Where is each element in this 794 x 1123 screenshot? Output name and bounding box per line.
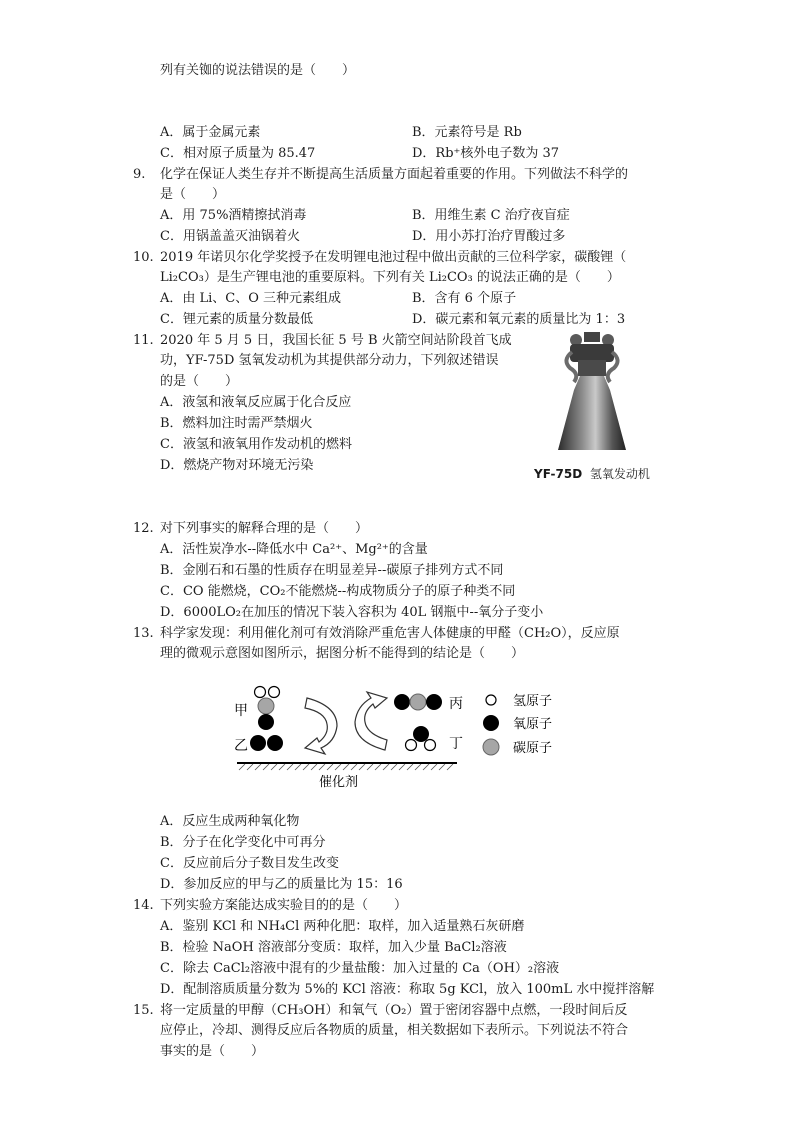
yi-o-atom xyxy=(267,735,283,751)
q10-stem-line1: 2019 年诺贝尔化学奖授予在发明锂电池过程中做出贡献的三位科学家，碳酸锂（ xyxy=(160,250,627,265)
q11-number: 11. xyxy=(133,333,154,348)
q11-stem-line3: 的是（ ） xyxy=(160,374,239,389)
bing-o-atom xyxy=(394,694,410,710)
q9-option-c: C．用锅盖盖灭油锅着火 xyxy=(160,229,300,244)
q15-stem-line1: 将一定质量的甲醇（CH₃OH）和氧气（O₂）置于密闭容器中点燃，一段时间后反 xyxy=(160,1003,628,1018)
q12-number: 12. xyxy=(133,521,154,536)
q11-stem-line1: 2020 年 5 月 5 日，我国长征 5 号 B 火箭空间站阶段首飞成 xyxy=(160,333,512,348)
q9-number: 9. xyxy=(133,167,146,182)
q11-option-c: C．液氢和液氧用作发动机的燃料 xyxy=(160,437,352,452)
jia-h-atom xyxy=(255,687,266,698)
ding-o-atom xyxy=(413,726,429,742)
label-yi: 乙 xyxy=(234,738,248,754)
q10-number: 10. xyxy=(133,250,154,265)
q8-option-c: C．相对原子质量为 85.47 xyxy=(160,146,316,161)
rocket-caption-model: YF-75D xyxy=(534,467,583,481)
q8-stem: 列有关铷的说法错误的是（ ） xyxy=(160,63,356,78)
q14-option-a: A．鉴别 KCl 和 NH₄Cl 两种化肥：取样，加入适量熟石灰研磨 xyxy=(160,919,525,934)
yi-o-atom xyxy=(250,735,266,751)
q12-option-a: A．活性炭净水--降低水中 Ca²⁺、Mg²⁺的含量 xyxy=(160,542,428,557)
q11-option-d: D．燃烧产物对环境无污染 xyxy=(160,458,314,473)
q10-option-c: C．锂元素的质量分数最低 xyxy=(160,312,313,327)
q8-option-d: D．Rb⁺核外电子数为 37 xyxy=(412,146,560,161)
catalyst-hatching xyxy=(239,764,453,770)
q15-stem-line2: 应停止，冷却、测得反应后各物质的质量，相关数据如下表所示。下列说法不符合 xyxy=(160,1023,629,1038)
rocket-engine-image xyxy=(552,330,632,454)
ding-h-atom xyxy=(406,740,417,751)
q12-option-d: D．6000LO₂在加压的情况下装入容积为 40L 钢瓶中--氧分子变小 xyxy=(160,605,544,620)
q8-option-a: A．属于金属元素 xyxy=(160,125,261,140)
q12-stem: 对下列事实的解释合理的是（ ） xyxy=(160,521,369,536)
q13-stem-line2: 理的微观示意图如图所示，据图分析不能得到的结论是（ ） xyxy=(160,646,525,661)
q8-option-b: B．元素符号是 Rb xyxy=(412,125,522,140)
curved-arrow-down-icon xyxy=(305,698,337,754)
q9-option-d: D．用小苏打治疗胃酸过多 xyxy=(412,229,566,244)
legend-c-label: 碳原子 xyxy=(513,741,553,756)
ding-h-atom xyxy=(425,740,436,751)
label-ding: 丁 xyxy=(449,736,463,752)
q11-stem-line2: 功，YF-75D 氢氧发动机为其提供部分动力，下列叙述错误 xyxy=(160,353,499,368)
q14-option-d: D．配制溶质质量分数为 5%的 KCl 溶液：称取 5g KCl，放入 100mL 水中搅拌溶解 xyxy=(160,982,655,997)
jia-c-atom xyxy=(258,698,274,714)
q13-option-c: C．反应前后分子数目发生改变 xyxy=(160,856,339,871)
q13-option-a: A．反应生成两种氧化物 xyxy=(160,814,300,829)
q10-option-b: B．含有 6 个原子 xyxy=(412,291,517,306)
q13-option-d: D．参加反应的甲与乙的质量比为 15：16 xyxy=(160,877,403,892)
q9-stem-line2: 是（ ） xyxy=(160,187,226,202)
legend-o-label: 氧原子 xyxy=(513,717,553,732)
q10-option-a: A．由 Li、C、O 三种元素组成 xyxy=(160,291,342,306)
q11-option-a: A．液氢和液氧反应属于化合反应 xyxy=(160,395,352,410)
jia-h-atom xyxy=(269,687,280,698)
q9-option-a: A．用 75%酒精擦拭消毒 xyxy=(160,208,307,223)
q10-option-d: D．碳元素和氧元素的质量比为 1：3 xyxy=(412,312,626,327)
legend-c-atom-icon xyxy=(483,739,499,755)
bing-c-atom xyxy=(410,694,426,710)
q14-option-b: B．检验 NaOH 溶液部分变质：取样，加入少量 BaCl₂溶液 xyxy=(160,940,507,955)
q9-stem-line1: 化学在保证人类生存并不断提高生活质量方面起着重要的作用。下列做法不科学的 xyxy=(160,167,629,182)
q14-stem: 下列实验方案能达成实验目的的是（ ） xyxy=(160,898,408,913)
q13-stem-line1: 科学家发现：利用催化剂可有效消除严重危害人体健康的甲醛（CH₂O），反应原 xyxy=(160,626,620,641)
q15-stem-line3: 事实的是（ ） xyxy=(160,1044,265,1059)
reaction-diagram xyxy=(225,684,570,794)
q10-stem-line2: Li₂CO₃）是生产锂电池的重要原料。下列有关 Li₂CO₃ 的说法正确的是（ ） xyxy=(160,270,620,285)
rocket-caption-text: 氢氧发动机 xyxy=(589,467,650,481)
q12-option-b: B．金刚石和石墨的性质存在明显差异--碳原子排列方式不同 xyxy=(160,563,504,578)
legend-h-label: 氢原子 xyxy=(513,694,553,709)
jia-o-atom xyxy=(258,714,274,730)
curved-arrow-up-icon xyxy=(355,692,387,750)
legend-o-atom-icon xyxy=(483,715,499,731)
q15-number: 15. xyxy=(133,1003,154,1018)
bing-o-atom xyxy=(426,694,442,710)
rocket-caption xyxy=(534,465,650,482)
q13-number: 13. xyxy=(133,626,154,641)
q9-option-b: B．用维生素 C 治疗夜盲症 xyxy=(412,208,570,223)
q14-option-c: C．除去 CaCl₂溶液中混有的少量盐酸：加入过量的 Ca（OH）₂溶液 xyxy=(160,961,560,976)
q12-option-c: C．CO 能燃烧，CO₂不能燃烧--构成物质分子的原子种类不同 xyxy=(160,584,516,599)
catalyst-label: 催化剂 xyxy=(319,775,359,790)
q11-option-b: B．燃料加注时需严禁烟火 xyxy=(160,416,313,431)
q14-number: 14. xyxy=(133,898,154,913)
legend-h-atom-icon xyxy=(486,695,496,705)
label-bing: 丙 xyxy=(449,696,463,712)
label-jia: 甲 xyxy=(234,703,248,719)
q13-option-b: B．分子在化学变化中可再分 xyxy=(160,835,326,850)
